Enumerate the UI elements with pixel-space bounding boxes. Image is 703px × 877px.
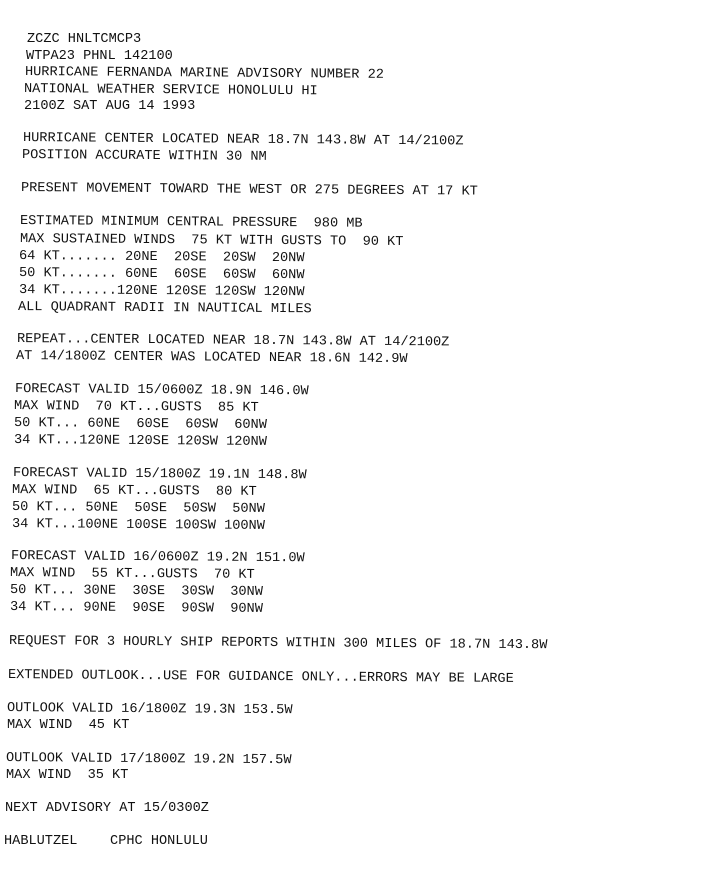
text-line: ALL QUADRANT RADII IN NAUTICAL MILES <box>17 300 312 318</box>
text-line: NEXT ADVISORY AT 15/0300Z <box>5 801 209 816</box>
text-line: HURRICANE CENTER LOCATED NEAR 18.7N 143.8W AT 14/2100Z <box>22 131 464 150</box>
text-line: OUTLOOK VALID 16/1800Z 19.3N 153.5W <box>6 701 293 719</box>
text-line: REPEAT...CENTER LOCATED NEAR 18.7N 143.8W AT 14/2100Z <box>16 332 450 351</box>
text-line: HURRICANE FERNANDA MARINE ADVISORY NUMBER 22 <box>24 65 384 83</box>
text-line: 50 KT... 50NE 50SE 50SW 50NW <box>11 500 265 517</box>
text-line: FORECAST VALID 16/0600Z 19.2N 151.0W <box>10 549 305 567</box>
text-line: POSITION ACCURATE WITHIN 30 NM <box>21 148 267 165</box>
text-line: MAX WIND 65 KT...GUSTS 80 KT <box>11 483 257 500</box>
text-line: FORECAST VALID 15/1800Z 19.1N 148.8W <box>12 466 307 484</box>
text-line: WTPA23 PHNL 142100 <box>26 49 173 64</box>
text-line: 50 KT....... 60NE 60SE 60SW 60NW <box>18 266 305 284</box>
text-line: ESTIMATED MINIMUM CENTRAL PRESSURE 980 MB <box>19 214 363 232</box>
text-line: ZCZC HNLTCMCP3 <box>27 32 142 47</box>
text-line: AT 14/1800Z CENTER WAS LOCATED NEAR 18.6N 142.9W <box>15 349 408 368</box>
text-line: 50 KT... 60NE 60SE 60SW 60NW <box>13 416 267 433</box>
text-line: 34 KT...120NE 120SE 120SW 120NW <box>13 433 267 450</box>
text-line: PRESENT MOVEMENT TOWARD THE WEST OR 275 DEGREES AT 17 KT <box>20 181 478 200</box>
text-line: MAX WIND 45 KT <box>7 718 130 733</box>
signature-line: HABLUTZEL CPHC HONLULU <box>4 834 208 849</box>
text-line: MAX WIND 55 KT...GUSTS 70 KT <box>9 566 255 583</box>
text-line: 64 KT....... 20NE 20SE 20SW 20NW <box>18 249 305 267</box>
text-line: 2100Z SAT AUG 14 1993 <box>24 99 196 114</box>
text-line: 50 KT... 30NE 30SE 30SW 30NW <box>9 583 263 600</box>
text-line: MAX WIND 35 KT <box>6 768 129 783</box>
text-line: 34 KT...100NE 100SE 100SW 100NW <box>11 517 265 534</box>
text-line: MAX SUSTAINED WINDS 75 KT WITH GUSTS TO 90 KT <box>19 232 404 251</box>
text-line: 34 KT.......120NE 120SE 120SW 120NW <box>18 283 305 301</box>
text-line: 34 KT... 90NE 90SE 90SW 90NW <box>9 600 263 617</box>
text-line: MAX WIND 70 KT...GUSTS 85 KT <box>13 399 259 416</box>
text-line: NATIONAL WEATHER SERVICE HONOLULU HI <box>23 82 318 100</box>
text-line: OUTLOOK VALID 17/1800Z 19.2N 157.5W <box>5 751 292 769</box>
text-line: EXTENDED OUTLOOK...USE FOR GUIDANCE ONLY...ERRORS MAY BE LARGE <box>7 668 514 687</box>
text-line: FORECAST VALID 15/0600Z 18.9N 146.0W <box>14 382 309 400</box>
text-line: REQUEST FOR 3 HOURLY SHIP REPORTS WITHIN 300 MILES OF 18.7N 143.8W <box>8 634 548 654</box>
